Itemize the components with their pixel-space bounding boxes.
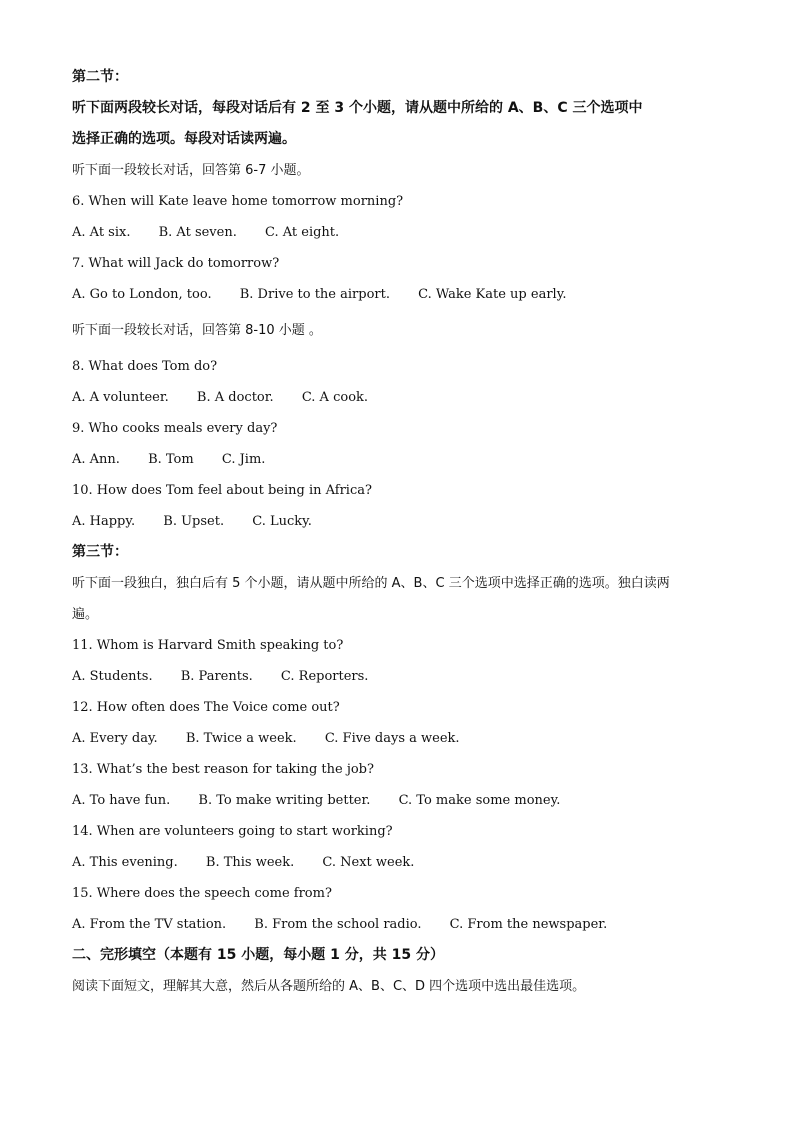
question-15-options [72, 909, 722, 940]
option-b: B. From the school radio. [254, 917, 422, 932]
option-b: B. Drive to the airport. [239, 287, 390, 302]
question-12-stem: 12. How often does The Voice come out? [72, 700, 340, 715]
question-11-options [72, 661, 722, 692]
question-15-stem: 15. Where does the speech come from? [72, 886, 332, 901]
question-12-options [72, 723, 722, 754]
question-6-stem: 6. When will Kate leave home tomorrow morning? [72, 194, 404, 209]
exam-page [72, 62, 722, 1002]
option-c: C. Jim. [221, 452, 266, 467]
question-7-stem: 7. What will Jack do tomorrow? [72, 256, 280, 271]
question-14-stem: 14. When are volunteers going to start working? [72, 824, 393, 839]
option-c: C. Five days a week. [324, 731, 460, 746]
option-b: B. Tom [148, 452, 194, 467]
option-c: C. Next week. [322, 855, 415, 870]
option-a: A. At six. [72, 225, 131, 240]
option-a: A. From the TV station. [72, 917, 227, 932]
option-b: B. At seven. [158, 225, 237, 240]
option-a: A. To have fun. [72, 793, 171, 808]
option-a: A. Happy. [72, 514, 136, 529]
question-6-options [72, 217, 722, 248]
option-b: B. Upset. [163, 514, 225, 529]
option-c: C. Lucky. [252, 514, 312, 529]
part2-title: 二、完形填空（本题有 15 小题，每小题 1 分，共 15 分） [72, 947, 444, 963]
question-8-stem: 8. What does Tom do? [72, 359, 218, 374]
section2-title: 第二节： [72, 69, 128, 85]
option-b: B. To make writing better. [198, 793, 371, 808]
option-a: A. Every day. [72, 731, 158, 746]
question-8-options [72, 382, 722, 413]
section2-instruction-line1: 听下面两段较长对话，每段对话后有 2 至 3 个小题，请从题中所给的 A、B、C 三个选项中 [72, 100, 643, 116]
option-a: A. Students. [72, 669, 153, 684]
section2-instruction-line2: 选择正确的选项。每段对话读两遍。 [72, 131, 296, 147]
section3-instruction-line2: 遍。 [72, 607, 99, 622]
option-b: B. Twice a week. [185, 731, 297, 746]
question-13-stem: 13. What’s the best reason for taking the job? [72, 762, 374, 777]
question-11-stem: 11. Whom is Harvard Smith speaking to? [72, 638, 344, 653]
option-a: A. Go to London, too. [72, 287, 212, 302]
question-7-options [72, 279, 722, 310]
dialog1-intro: 听下面一段较长对话，回答第 6-7 小题。 [72, 163, 310, 178]
question-14-options [72, 847, 722, 878]
section3-instruction-line1: 听下面一段独白，独白后有 5 个小题，请从题中所给的 A、B、C 三个选项中选择正确的选项。独白读两 [72, 576, 670, 591]
question-9-options [72, 444, 722, 475]
option-a: A. A volunteer. [72, 390, 169, 405]
option-c: C. A cook. [301, 390, 369, 405]
dialog2-intro: 听下面一段较长对话，回答第 8-10 小题 。 [72, 323, 322, 338]
part2-instruction: 阅读下面短文，理解其大意，然后从各题所给的 A、B、C、D 四个选项中选出最佳选项。 [72, 979, 586, 994]
question-10-stem: 10. How does Tom feel about being in Africa? [72, 483, 372, 498]
option-c: C. At eight. [265, 225, 340, 240]
question-10-options [72, 506, 722, 537]
question-9-stem: 9. Who cooks meals every day? [72, 421, 278, 436]
option-b: B. Parents. [180, 669, 253, 684]
option-b: B. This week. [205, 855, 295, 870]
option-b: B. A doctor. [196, 390, 274, 405]
option-c: C. Reporters. [280, 669, 369, 684]
section3-title: 第三节： [72, 544, 128, 560]
option-a: A. Ann. [72, 452, 120, 467]
option-c: C. From the newspaper. [449, 917, 608, 932]
option-a: A. This evening. [72, 855, 178, 870]
option-c: C. To make some money. [398, 793, 561, 808]
question-13-options [72, 785, 722, 816]
option-c: C. Wake Kate up early. [418, 287, 567, 302]
